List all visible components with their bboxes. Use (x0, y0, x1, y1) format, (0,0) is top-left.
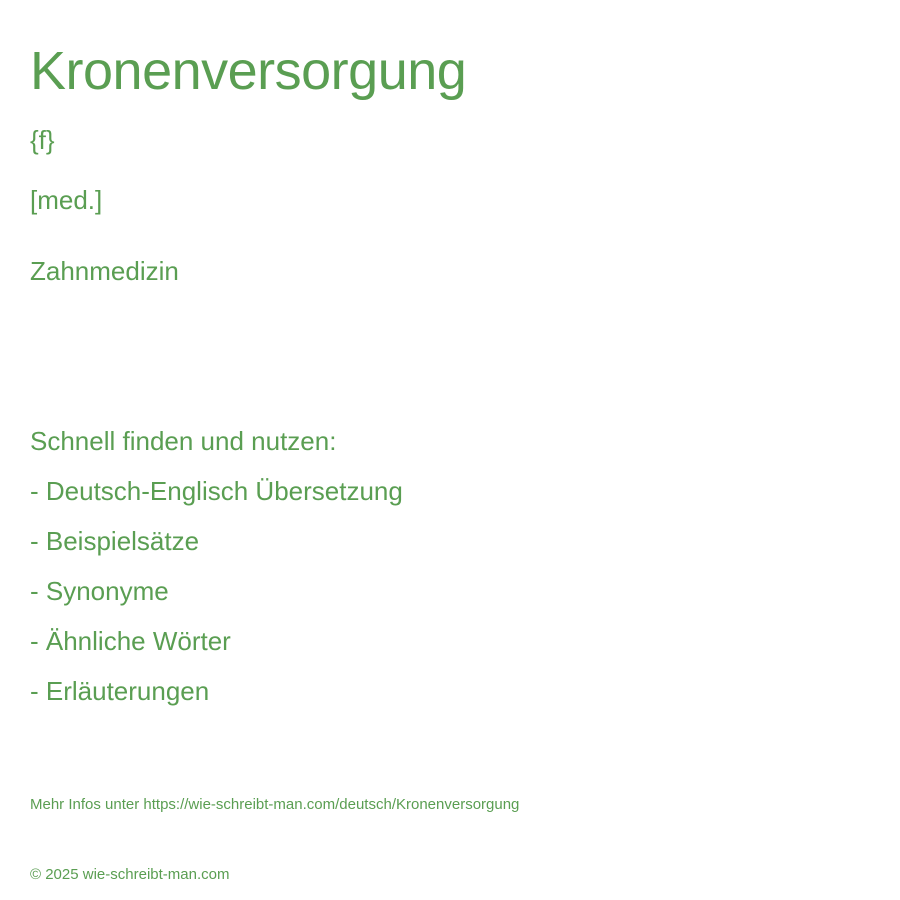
features-heading: Schnell finden und nutzen: (30, 426, 337, 456)
subject-field-label: Zahnmedizin (30, 256, 179, 286)
copyright-text: © 2025 wie-schreibt-man.com (30, 866, 230, 883)
page-title: Kronenversorgung (30, 41, 467, 101)
register-label: [med.] (30, 185, 103, 215)
gender-label: {f} (30, 125, 55, 155)
feature-item-translation: - Deutsch-Englisch Übersetzung (30, 476, 403, 506)
more-info-text: Mehr Infos unter https://wie-schreibt-man.com/deutsch/Kronenversorgung (30, 796, 520, 813)
feature-item-synonyms: - Synonyme (30, 576, 169, 606)
feature-item-example-sentences: - Beispielsätze (30, 526, 200, 556)
features-list (30, 475, 403, 725)
feature-item-similar-words: - Ähnliche Wörter (30, 626, 231, 656)
feature-item-explanations: - Erläuterungen (30, 676, 210, 706)
